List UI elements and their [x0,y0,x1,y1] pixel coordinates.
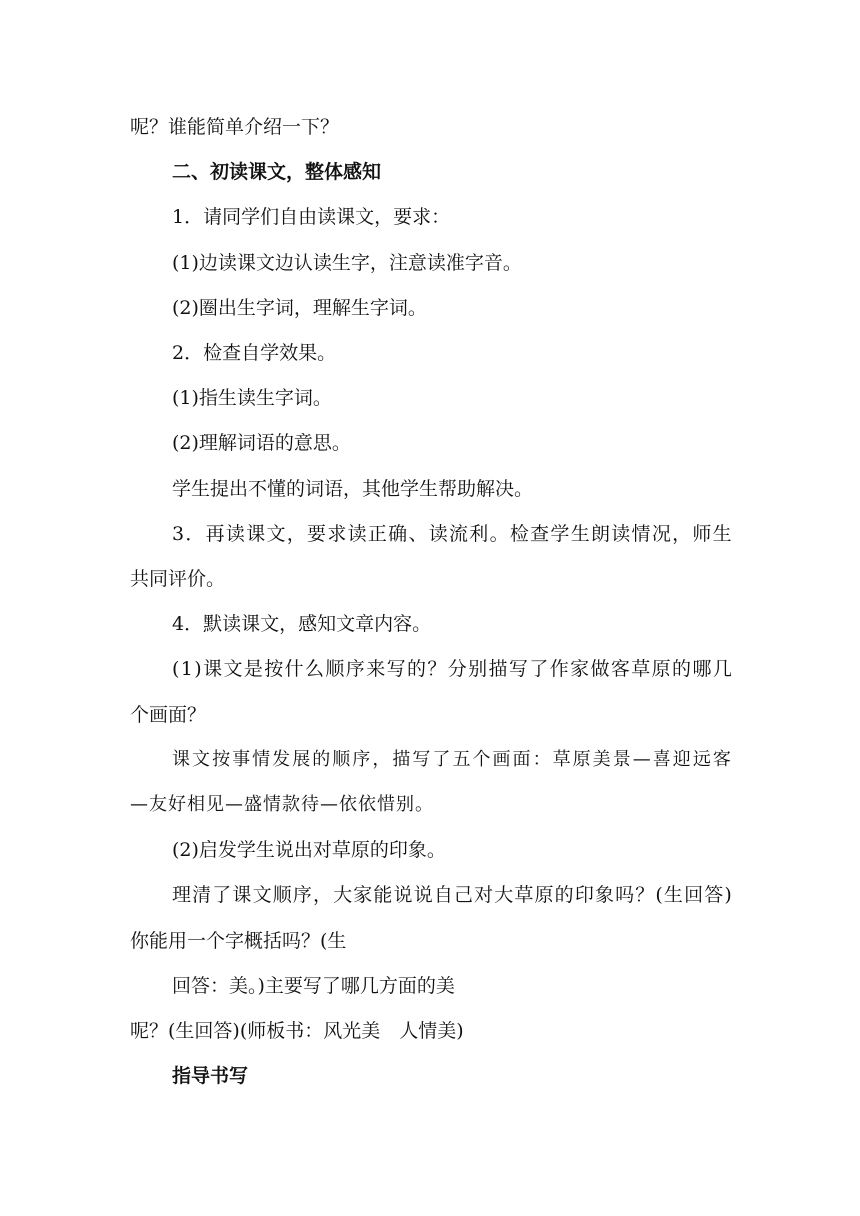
text-line: (1)指生读生字词。 [172,387,332,409]
text-line: 2．检查自学效果。 [172,342,337,364]
text-line: 1．请同学们自由读课文，要求： [172,206,451,228]
answer-line: 课 文 按 事 情 发 展 的 顺 序 ， 描 写 了 五 个 画 面 ： 草 原 美 景 — 喜 迎 远 客 [172,749,732,770]
text-line: 回答：美。)主要写了哪几方面的美 [172,975,455,997]
text-line: 4．默读课文，感知文章内容。 [172,613,432,635]
text-line: ( 1 ) 课 文 是 按 什 么 顺 序 来 写 的 ？ 分 别 描 写 了 作 家 做 客 草 原 的 哪 几 [172,658,732,680]
text-line: (2)启发学生说出对草原的印象。 [172,839,446,861]
text-line: 你能用一个字概括吗？(生 [130,930,347,952]
text-line: 3 ． 再 读 课 文 ， 要 求 读 正 确 、 读 流 利 。 检 查 学 生 朗 读 情 况 ， 师 生 [172,523,732,545]
text-line: 个画面？ [130,704,207,726]
text-line: 呢？谁能简单介绍一下？ [130,116,340,138]
text-line: 共同评价。 [130,568,226,590]
text-line: (2)圈出生字词，理解生字词。 [172,297,427,319]
section-heading: 二、初读课文，整体感知 [172,161,382,183]
text-line: 呢？(生回答)(师板书：风光美 人情美) [130,1020,464,1042]
section-heading: 指导书写 [172,1065,249,1087]
text-line: (2)理解词语的意思。 [172,432,351,454]
answer-line: —友好相见—盛情款待—依依惜别。 [130,794,434,815]
text-line: 学生提出不懂的词语，其他学生帮助解决。 [172,478,534,500]
text-line: (1)边读课文边认读生字，注意读准字音。 [172,252,522,274]
text-line: 理 清 了 课 文 顺 序 ， 大 家 能 说 说 自 己 对 大 草 原 的 印 象 吗 ？ ( 生 回 答 ) [172,884,732,906]
